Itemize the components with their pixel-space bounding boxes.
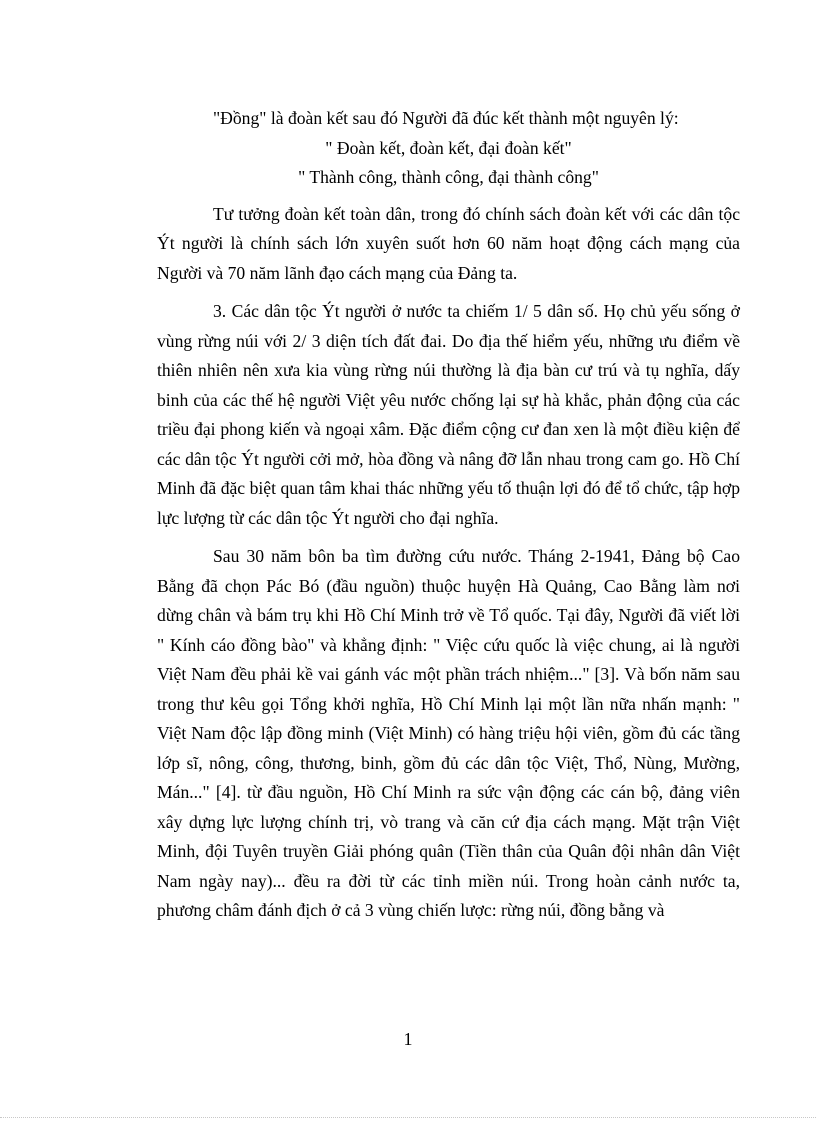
page-bottom-divider [0, 1117, 816, 1118]
slogan-success: " Thành công, thành công, đại thành công" [298, 167, 599, 187]
slogan-unity: " Đoàn kết, đoàn kết, đại đoàn kết" [325, 137, 572, 158]
document-body [157, 104, 740, 926]
page-number: 1 [403, 1029, 413, 1049]
paragraph-ethnic-minorities: 3. Các dân tộc Ýt người ở nước ta chiếm 1/ 5 dân số. Họ chủ yếu sống ở vùng rừng núi với 2/ 3 diện tích đất đai. Do địa thế hiểm yếu, những ưu điểm về thiên nhiên nên xưa kia vùng rừng núi thường là địa bàn cư trú và tụ nghĩa, dấy binh của các thế hệ người Việt yêu nước chống lại sự hà khắc, phản động của các triều đại phong kiến và ngoại xâm. Đặc điểm cộng cư đan xen là một điều kiện để các dân tộc Ýt người cởi mở, hòa đồng và nâng đỡ lẫn nhau trong cam go. Hồ Chí Minh đã đặc biệt quan tâm khai thác những yếu tố thuận lợi đó để tổ chức, tập hợp lực lượng từ các dân tộc Ýt người cho đại nghĩa. [157, 301, 740, 528]
paragraph-pac-bo: Sau 30 năm bôn ba tìm đường cứu nước. Tháng 2-1941, Đảng bộ Cao Bằng đã chọn Pác Bó (đầu nguồn) thuộc huyện Hà Quảng, Cao Bằng làm nơi dừng chân và bám trụ khi Hồ Chí Minh trở về Tổ quốc. Tại đây, Người đã viết lời " Kính cáo đồng bào" và khẳng định: " Việc cứu quốc là việc chung, ai là người Việt Nam đều phải kề vai gánh vác một phần trách nhiệm..." [3]. Và bốn năm sau trong thư kêu gọi Tổng khởi nghĩa, Hồ Chí Minh lại một lần nữa nhấn mạnh: " Việt Nam độc lập đồng minh (Việt Minh) có hàng triệu hội viên, gồm đủ các tầng lớp sĩ, nông, công, thương, binh, gồm đủ các dân tộc Việt, Thổ, Nùng, Mường, Mán..." [4]. từ đầu nguồn, Hồ Chí Minh ra sức vận động các cán bộ, đảng viên xây dựng lực lượng chính trị, vò trang và căn cứ địa cách mạng. Mặt trận Việt Minh, đội Tuyên truyền Giải phóng quân (Tiền thân của Quân đội nhân dân Việt Nam ngày nay)... đều ra đời từ các tỉnh miền núi. Trong hoàn cảnh nước ta, phương châm đánh địch ở cả 3 vùng chiến lược: rừng núi, đồng bằng và [157, 546, 740, 920]
principle-intro-line: "Đồng" là đoàn kết sau đó Người đã đúc kết thành một nguyên lý: [213, 108, 679, 128]
paragraph-unity-ideology: Tư tưởng đoàn kết toàn dân, trong đó chính sách đoàn kết với các dân tộc Ýt người là chính sách lớn xuyên suốt hơn 60 năm hoạt động cách mạng của Người và 70 năm lãnh đạo cách mạng của Đảng ta. [157, 203, 740, 283]
